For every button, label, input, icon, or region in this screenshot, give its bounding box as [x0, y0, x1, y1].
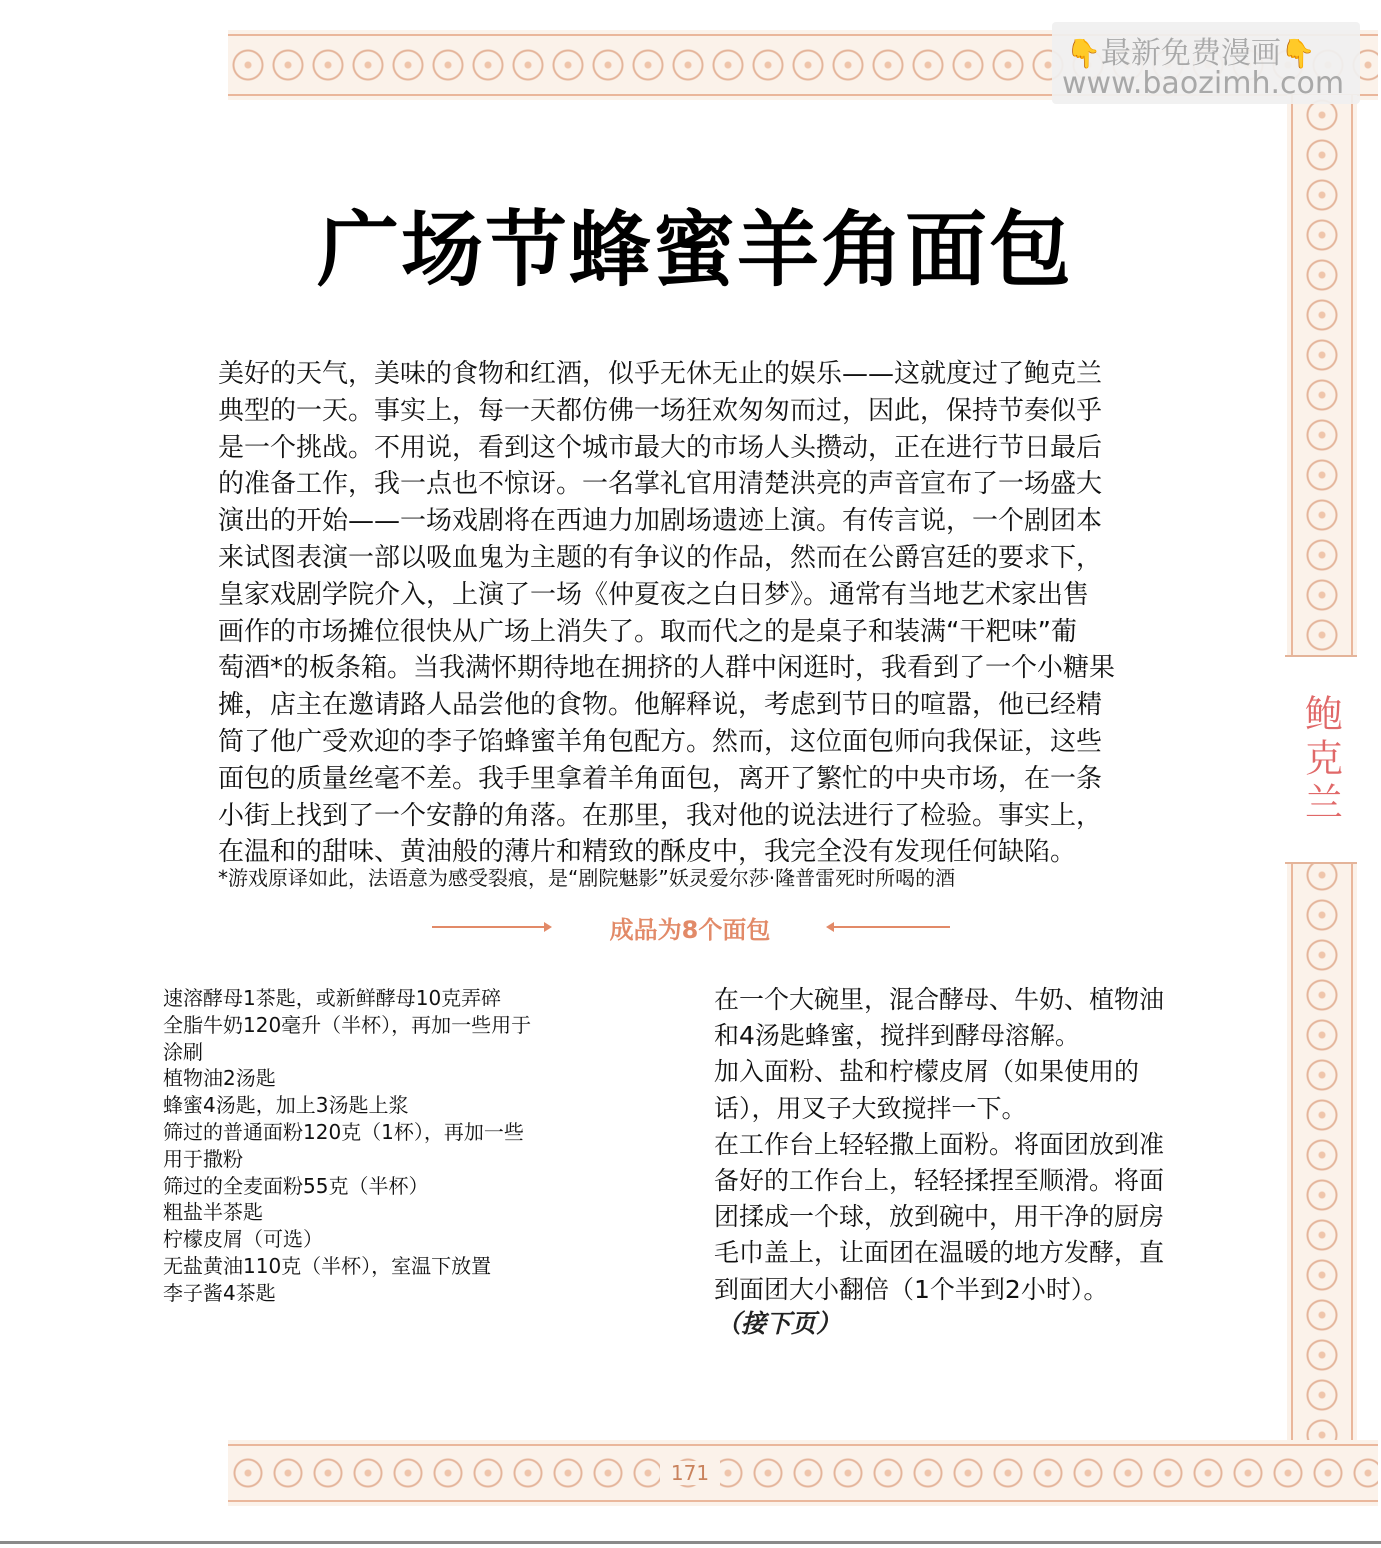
recipe-title: 广场节蜂蜜羊角面包 [316, 203, 1073, 298]
footnote: *游戏原译如此，法语意为感受裂痕，是“剧院魅影”妖灵爱尔莎·隆普雷死时所喝的酒 [218, 866, 956, 890]
watermark-text: 最新免费漫画 [1100, 36, 1281, 71]
intro-line: 是一个挑战。不用说，看到这个城市最大的市场人头攒动，正在进行节日最后 [218, 432, 1103, 463]
method-line: 加入面粉、盐和柠檬皮屑（如果使用的 [714, 1057, 1140, 1087]
ingredient-item: 全脂牛奶120毫升（半杯），再加一些用于 [163, 1012, 532, 1037]
intro-paragraph [218, 356, 1158, 871]
intro-line: 皇家戏剧学院介入，上演了一场《仲夏夜之白日梦》。通常有当地艺术家出售 [218, 579, 1090, 610]
ingredient-item: 柠檬皮屑（可选） [163, 1227, 323, 1252]
continued-note: （接下页） [716, 1309, 842, 1338]
ornamental-border-bottom [228, 1440, 1378, 1506]
intro-line: 在温和的甜味、黄油般的薄片和精致的酥皮中，我完全没有发现任何缺陷。 [218, 837, 1077, 868]
ingredient-item: 植物油2汤匙 [163, 1066, 276, 1091]
intro-line: 面包的质量丝毫不差。我手里拿着羊角面包，离开了繁忙的中央市场，在一条 [218, 763, 1103, 794]
intro-line: 画作的市场摊位很快从广场上消失了。取而代之的是桌子和装满“干粑味”葡 [218, 616, 1077, 647]
divider-right [828, 926, 950, 928]
method-line: 在一个大碗里，混合酵母、牛奶、植物油 [714, 985, 1165, 1014]
ingredient-item: 筛过的普通面粉120克（1杯），再加一些 [163, 1119, 524, 1144]
pointing-down-icon: 👇 [1280, 37, 1316, 70]
ingredient-item: 无盐黄油110克（半杯），室温下放置 [163, 1253, 492, 1278]
ingredient-item: 涂刷 [163, 1039, 203, 1064]
ingredient-item: 筛过的全麦面粉55克（半杯） [163, 1173, 429, 1198]
intro-line: 小街上找到了一个安静的角落。在那里，我对他的说法进行了检验。事实上， [218, 800, 1103, 831]
divider-left [432, 926, 550, 928]
yield-heading: 成品为8个面包 [609, 916, 771, 944]
ingredient-item: 粗盐半茶匙 [163, 1200, 263, 1225]
page-edge-line [0, 1541, 1381, 1544]
intro-line: 演出的开始——一场戏剧将在西迪力加剧场遗迹上演。有传言说，一个剧团本 [218, 506, 1103, 537]
method-line: 在工作台上轻轻撒上面粉。将面团放到准 [714, 1129, 1165, 1159]
ingredient-item: 李子酱4茶匙 [163, 1280, 276, 1305]
intro-line: 简了他广受欢迎的李子馅蜂蜜羊角包配方。然而，这位面包师向我保证，这些 [218, 726, 1103, 757]
intro-line: 摊，店主在邀请路人品尝他的食物。他解释说，考虑到节日的喧嚣，他已经精 [218, 690, 1103, 721]
method-line: 和4汤匙蜂蜜，搅拌到酵母溶解。 [714, 1021, 1080, 1051]
intro-line: 萄酒*的板条箱。当我满怀期待地在拥挤的人群中闲逛时，我看到了一个小糖果 [218, 653, 1116, 684]
ingredient-item: 用于撒粉 [163, 1146, 243, 1171]
method-steps [714, 982, 1234, 1308]
watermark [1052, 22, 1360, 104]
ingredient-item: 蜂蜜4汤匙，加上3汤匙上浆 [163, 1093, 409, 1118]
method-line: 团揉成一个球，放到碗中，用干净的厨房 [714, 1202, 1165, 1232]
intro-line: 的准备工作，我一点也不惊讶。一名掌礼官用清楚洪亮的声音宣布了一场盛大 [218, 469, 1103, 500]
intro-line: 典型的一天。事实上，每一天都仿佛一场狂欢匆匆而过，因此，保持节奏似乎 [218, 395, 1103, 426]
pointing-down-icon: 👇 [1066, 37, 1101, 70]
chapter-tab [1285, 655, 1357, 864]
page-number: 171 [660, 1461, 720, 1485]
method-line: 话），用叉子大致搅拌一下。 [714, 1093, 1027, 1123]
intro-line: 来试图表演一部以吸血鬼为主题的有争议的作品，然而在公爵宫廷的要求下， [218, 542, 1103, 573]
ingredient-list [163, 985, 623, 1307]
watermark-url: www.baozimh.com [1062, 66, 1345, 101]
ingredient-item: 速溶酵母1茶匙，或新鲜酵母10克弄碎 [163, 986, 502, 1010]
method-line: 到面团大小翻倍（1个半到2小时）。 [714, 1274, 1109, 1304]
intro-line: 美好的天气，美味的食物和红酒，似乎无休无止的娱乐——这就度过了鲍克兰 [218, 359, 1103, 389]
method-line: 备好的工作台上，轻轻揉捏至顺滑。将面 [714, 1165, 1165, 1195]
method-line: 毛巾盖上，让面团在温暖的地方发酵，直 [714, 1238, 1165, 1268]
chapter-tab-label: 鲍克兰 [1298, 693, 1343, 826]
